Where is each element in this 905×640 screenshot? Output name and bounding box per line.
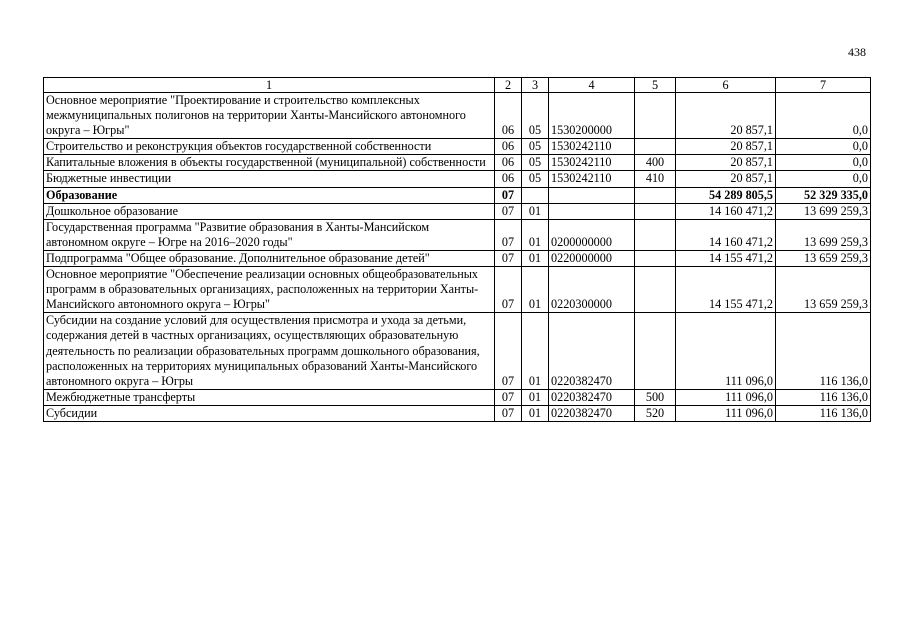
item-name-text: Подпрограмма "Общее образование. Дополнительное образование детей" (46, 250, 430, 265)
item-name-cell (44, 203, 495, 219)
item-name-cell (44, 250, 495, 266)
target-article-cell: 0220000000 (549, 250, 635, 266)
amount-2019-cell: 0,0 (776, 93, 871, 139)
amount-2018-cell: 20 857,1 (676, 93, 776, 139)
expense-type-cell (635, 203, 676, 219)
subsection-code-cell: 05 (522, 93, 549, 139)
amount-2018-cell: 14 160 471,2 (676, 219, 776, 250)
section-code-cell: 07 (495, 219, 522, 250)
header-cell: 4 (549, 78, 635, 93)
table-row (44, 187, 871, 203)
expense-type-cell: 520 (635, 405, 676, 421)
table-row (44, 139, 871, 155)
table-row (44, 203, 871, 219)
item-name-cell (44, 405, 495, 421)
item-name-cell (44, 171, 495, 187)
subsection-code-cell: 01 (522, 313, 549, 389)
item-name-cell (44, 187, 495, 203)
subsection-code-cell: 01 (522, 389, 549, 405)
expense-type-cell (635, 93, 676, 139)
target-article-cell: 0220300000 (549, 267, 635, 313)
item-name-text: Субсидии (46, 405, 98, 420)
table-row (44, 171, 871, 187)
section-code-cell: 07 (495, 250, 522, 266)
item-name-text: Строительство и реконструкция объектов государственной собственности (46, 139, 432, 154)
expense-type-cell (635, 267, 676, 313)
section-code-cell: 07 (495, 313, 522, 389)
expense-type-cell (635, 313, 676, 389)
amount-2018-cell: 111 096,0 (676, 405, 776, 421)
subsection-code-cell: 05 (522, 139, 549, 155)
item-name-text: Субсидии на создание условий для осуществления присмотра и ухода за детьми, содержания детей в частных организациях, осуществляющих образовательную деятельность по реализации образовательных программ дошкольного образования, расположенных на территориях муниципальных образований Ханты-Мансийского автономного округа – Югры (46, 313, 480, 388)
expense-type-cell (635, 250, 676, 266)
item-name-cell (44, 93, 495, 139)
section-code-cell: 06 (495, 139, 522, 155)
item-name-text: Основное мероприятие "Проектирование и строительство комплексных межмуниципальных полигонов на территории Ханты-Мансийского автономного округа – Югры" (46, 93, 466, 138)
item-name-text: Образование (46, 187, 118, 202)
amount-2019-cell: 13 659 259,3 (776, 267, 871, 313)
amount-2018-cell: 54 289 805,5 (676, 187, 776, 203)
expense-type-cell: 400 (635, 155, 676, 171)
amount-2019-cell: 13 659 259,3 (776, 250, 871, 266)
amount-2019-cell: 0,0 (776, 171, 871, 187)
item-name-cell (44, 139, 495, 155)
amount-2019-cell: 116 136,0 (776, 389, 871, 405)
table-row (44, 313, 871, 389)
header-cell: 3 (522, 78, 549, 93)
item-name-text: Межбюджетные трансферты (46, 389, 196, 404)
amount-2018-cell: 20 857,1 (676, 155, 776, 171)
table-row (44, 250, 871, 266)
amount-2018-cell: 111 096,0 (676, 389, 776, 405)
amount-2019-cell: 116 136,0 (776, 405, 871, 421)
amount-2019-cell: 0,0 (776, 139, 871, 155)
subsection-code-cell: 01 (522, 203, 549, 219)
amount-2018-cell: 14 155 471,2 (676, 267, 776, 313)
amount-2019-cell: 13 699 259,3 (776, 203, 871, 219)
target-article-cell: 1530242110 (549, 139, 635, 155)
subsection-code-cell: 01 (522, 219, 549, 250)
header-cell: 5 (635, 78, 676, 93)
subsection-code-cell: 01 (522, 267, 549, 313)
header-cell: 6 (676, 78, 776, 93)
table-row (44, 389, 871, 405)
item-name-cell (44, 155, 495, 171)
page-number: 438 (848, 45, 866, 59)
header-cell: 2 (495, 78, 522, 93)
item-name-text: Дошкольное образование (46, 203, 178, 218)
table-row (44, 267, 871, 313)
amount-2019-cell: 0,0 (776, 155, 871, 171)
subsection-code-cell: 05 (522, 155, 549, 171)
expense-type-cell (635, 139, 676, 155)
table-row (44, 93, 871, 139)
subsection-code-cell: 01 (522, 250, 549, 266)
section-code-cell: 07 (495, 405, 522, 421)
budget-table (43, 77, 871, 422)
target-article-cell (549, 203, 635, 219)
subsection-code-cell: 01 (522, 405, 549, 421)
amount-2019-cell: 52 329 335,0 (776, 187, 871, 203)
target-article-cell (549, 187, 635, 203)
amount-2019-cell: 13 699 259,3 (776, 219, 871, 250)
item-name-cell (44, 389, 495, 405)
target-article-cell: 1530242110 (549, 171, 635, 187)
item-name-text: Бюджетные инвестиции (46, 171, 172, 186)
amount-2018-cell: 14 155 471,2 (676, 250, 776, 266)
header-row (44, 78, 871, 93)
table-row (44, 405, 871, 421)
item-name-text: Основное мероприятие "Обеспечение реализации основных общеобразовательных программ в образовательных организациях, расположенных на территории Ханты-Мансийского автономного округа – Югры" (46, 267, 479, 312)
amount-2018-cell: 111 096,0 (676, 313, 776, 389)
table-row (44, 219, 871, 250)
target-article-cell: 0220382470 (549, 313, 635, 389)
section-code-cell: 07 (495, 389, 522, 405)
item-name-cell (44, 219, 495, 250)
target-article-cell: 0220382470 (549, 389, 635, 405)
section-code-cell: 06 (495, 93, 522, 139)
subsection-code-cell: 05 (522, 171, 549, 187)
amount-2018-cell: 20 857,1 (676, 171, 776, 187)
section-code-cell: 07 (495, 203, 522, 219)
section-code-cell: 07 (495, 187, 522, 203)
expense-type-cell: 500 (635, 389, 676, 405)
header-cell: 7 (776, 78, 871, 93)
section-code-cell: 06 (495, 171, 522, 187)
expense-type-cell: 410 (635, 171, 676, 187)
subsection-code-cell (522, 187, 549, 203)
expense-type-cell (635, 187, 676, 203)
amount-2018-cell: 14 160 471,2 (676, 203, 776, 219)
header-cell: 1 (44, 78, 495, 93)
amount-2019-cell: 116 136,0 (776, 313, 871, 389)
table-body (44, 93, 871, 422)
section-code-cell: 06 (495, 155, 522, 171)
item-name-cell (44, 267, 495, 313)
expense-type-cell (635, 219, 676, 250)
item-name-text: Капитальные вложения в объекты государственной (муниципальной) собственности (46, 155, 486, 170)
target-article-cell: 1530200000 (549, 93, 635, 139)
target-article-cell: 1530242110 (549, 155, 635, 171)
amount-2018-cell: 20 857,1 (676, 139, 776, 155)
target-article-cell: 0220382470 (549, 405, 635, 421)
target-article-cell: 0200000000 (549, 219, 635, 250)
item-name-cell (44, 313, 495, 389)
table-row (44, 155, 871, 171)
item-name-text: Государственная программа "Развитие образования в Ханты-Мансийском автономном округе – Югре на 2016–2020 годы" (46, 219, 430, 249)
section-code-cell: 07 (495, 267, 522, 313)
